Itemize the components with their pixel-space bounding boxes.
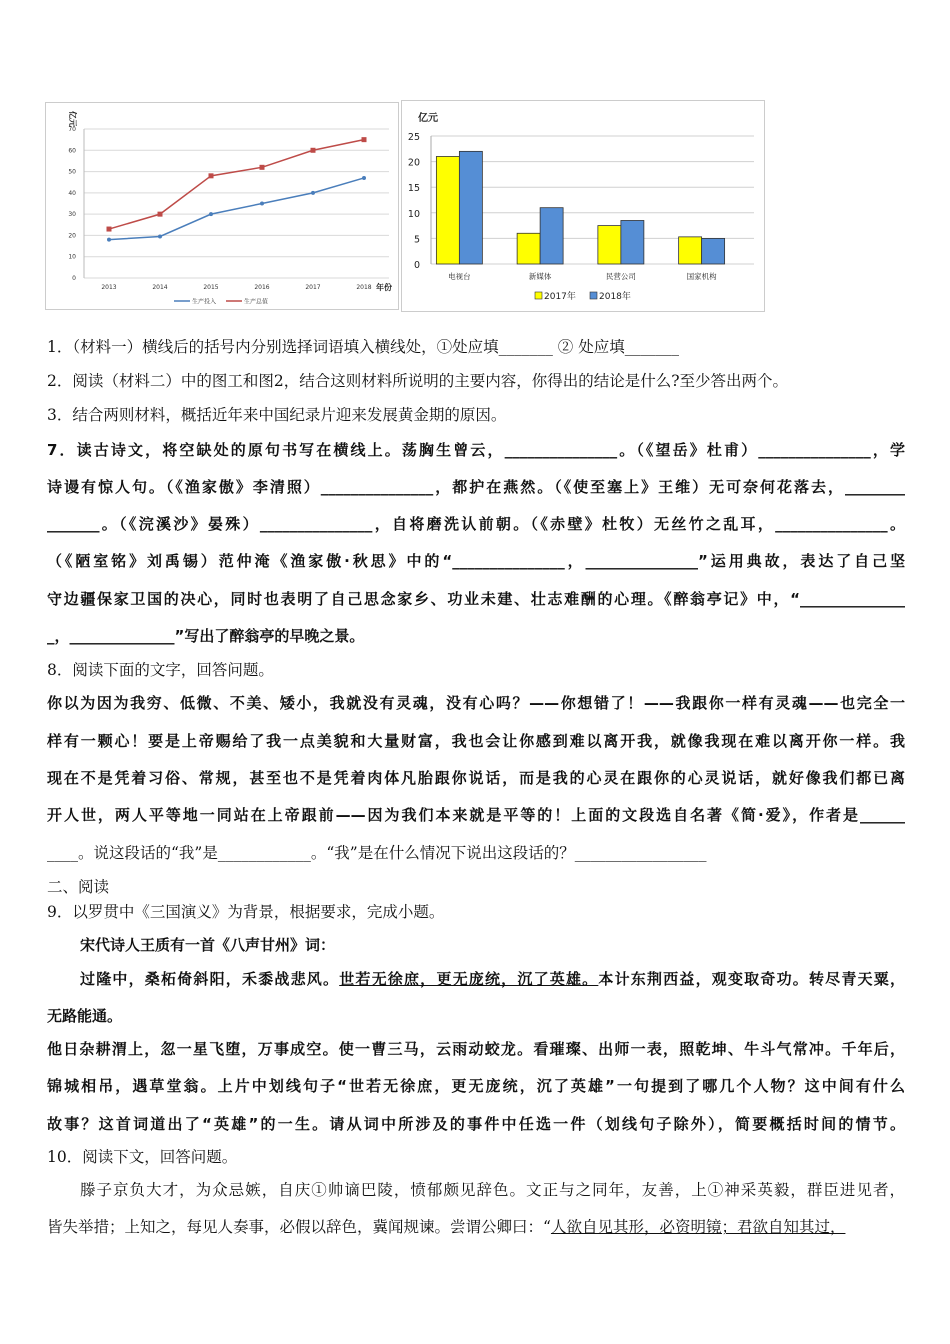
bar <box>621 220 644 264</box>
bar <box>702 238 725 264</box>
underlined-phrase: 人欲自见其形，必资明镜；君欲自知其过， <box>550 1218 846 1236</box>
y-tick-label: 5 <box>413 234 420 246</box>
x-tick-label: 电视台 <box>448 272 471 281</box>
text-segment: 他日杂耕渭上，忽一星飞堕，万事成空。使一曹三马，云雨动蛟龙。看璀璨、出师一表，照乾坤、牛斗气常冲。千年后， <box>47 1040 905 1058</box>
text-line <box>47 1039 905 1059</box>
y-tick-label: 70 <box>68 126 76 133</box>
x-tick-label: 2018 <box>356 284 372 291</box>
x-tick-label: 2016 <box>254 284 270 291</box>
text-line <box>47 626 905 646</box>
y-tick-label: 10 <box>407 208 420 220</box>
y-axis-label: 亿元 <box>68 111 77 127</box>
text-line <box>47 477 905 497</box>
text-segment: 锦城相吊，遇草堂翁。上片中划线句子“世若无徐庶，更无庞统，沉了英雄”一句提到了哪几个人物？这中间有什么 <box>47 1077 905 1095</box>
bar <box>459 151 482 264</box>
x-tick-label: 新媒体 <box>528 272 552 281</box>
bar <box>679 237 702 264</box>
text-segment: 3．结合两则材料，概括近年来中国纪录片迎来发展黄金期的原因。 <box>47 406 507 424</box>
y-axis-label: 亿元 <box>418 113 438 124</box>
text-segment: 二、阅读 <box>47 878 110 896</box>
text-line <box>47 1006 905 1026</box>
text-segment: 你以为因为我穷、低微、不美、矮小，我就没有灵魂，没有心吗？——你想错了！——我跟你一样有灵魂——也完全一 <box>47 694 905 712</box>
underlined-phrase: 世若无徐庶，更无庞统，沉了英雄。 <box>339 970 599 988</box>
text-line <box>47 1076 905 1096</box>
text-line <box>47 551 905 571</box>
y-tick-label: 60 <box>68 147 76 155</box>
text-segment: 样有一颗心！要是上帝赐给了我一点美貌和大量财富，我也会让你感到难以离开我，就像我现在难以离开你一样。我 <box>47 732 905 750</box>
bar <box>436 156 459 264</box>
y-tick-label: 50 <box>68 168 76 176</box>
x-tick-label: 2014 <box>152 284 168 291</box>
text-segment: 8．阅读下面的文字，回答问题。 <box>47 661 274 679</box>
bar <box>540 208 563 264</box>
y-tick-label: 0 <box>72 275 76 282</box>
text-line <box>47 514 905 534</box>
bar <box>517 233 540 264</box>
legend-label: 2017年 <box>544 292 576 302</box>
text-segment: 宋代诗人王质有一首《八声甘州》词： <box>80 936 336 954</box>
legend-swatch <box>590 292 597 299</box>
text-segment: 10．阅读下文，回答问题。 <box>47 1148 238 1166</box>
text-line <box>47 935 905 955</box>
x-tick-label: 2013 <box>101 284 117 291</box>
data-point <box>260 202 264 206</box>
y-tick-label: 25 <box>407 132 420 143</box>
text-line <box>47 902 905 922</box>
line-chart <box>45 102 399 310</box>
text-line <box>47 1114 905 1134</box>
text-segment: （《陋室铭》刘禹锡）范仲淹《渔家傲·秋思》中的“_______________，_______________”运用典故，表达了自己坚 <box>47 552 905 570</box>
data-point <box>107 238 111 242</box>
text-segment: 无路能通。 <box>47 1007 123 1025</box>
text-line <box>47 337 905 357</box>
y-tick-label: 10 <box>68 253 76 261</box>
text-segment: _______。（《浣溪沙》晏殊）_______________，自将磨洗认前朝。（《赤壁》杜牧）无丝竹之乱耳，_______________。 <box>47 515 905 533</box>
text-segment: 9．以罗贯中《三国演义》为背景，根据要求，完成小题。 <box>47 903 445 921</box>
text-line <box>47 805 905 825</box>
text-segment: 故事？这首词道出了“英雄”的一生。请从词中所涉及的事件中任选一件（划线句子除外），简要概括时间的情节。 <box>47 1115 905 1133</box>
text-line <box>47 1147 905 1167</box>
data-point <box>362 176 366 180</box>
legend-label: 生产总值 <box>244 298 269 306</box>
x-tick-label: 国家机构 <box>686 272 717 281</box>
text-segment: 过隆中，桑柘倚斜阳，禾黍战悲风。 <box>80 970 340 988</box>
text-segment: 2．阅读（材料二）中的图工和图2，结合这则材料所说明的主要内容，你得出的结论是什么?至少答出两个。 <box>47 372 789 390</box>
text-segment: 诗谩有惊人句。（《渔家傲》李清照）_______________，都护在燕然。（《使至塞上》王维）无可奈何花落去，________ <box>47 478 905 496</box>
legend-label: 生产投入 <box>192 298 217 306</box>
text-segment: 滕子京负大才，为众忌嫉，自庆①帅谪巴陵，愤郁颇见辞色。文正与之同年，友善，上①神采英毅，群臣进见者， <box>80 1181 905 1199</box>
data-point <box>311 191 315 195</box>
legend-swatch <box>535 292 542 299</box>
text-segment: ____。说这段话的“我”是____________。“我”是在什么情况下说出这段话的？_________________ <box>47 844 707 862</box>
series-line-0 <box>109 178 364 240</box>
data-point <box>209 173 214 178</box>
text-segment: 1．（材料一）横线后的括号内分别选择词语填入横线处，①处应填_______ ② 处应填_______ <box>47 338 679 356</box>
series-line-1 <box>109 140 364 229</box>
x-axis-label: 年份 <box>376 283 392 292</box>
text-line <box>47 405 905 425</box>
x-tick-label: 民营公司 <box>605 272 636 281</box>
text-line <box>47 1217 905 1237</box>
text-line <box>47 693 905 713</box>
data-point <box>311 148 316 153</box>
text-segment: 皆失举措；上知之，每见人奏事，必假以辞色，冀闻规谏。尝谓公卿曰：“ <box>47 1218 551 1236</box>
data-point <box>107 227 112 232</box>
legend-label: 2018年 <box>599 292 631 302</box>
text-line <box>47 660 905 680</box>
text-line <box>47 731 905 751</box>
y-tick-label: 0 <box>413 260 420 271</box>
text-line <box>47 371 905 391</box>
text-segment: 7．读古诗文，将空缺处的原句书写在横线上。荡胸生曾云，_______________。（《望岳》杜甫）_______________，学 <box>47 441 905 459</box>
data-point <box>209 212 213 216</box>
data-point <box>362 137 367 142</box>
y-tick-label: 40 <box>68 189 76 197</box>
data-point <box>260 165 265 170</box>
bar-chart <box>401 100 765 312</box>
data-point <box>158 234 162 238</box>
x-tick-label: 2017 <box>305 284 321 291</box>
text-line <box>47 969 905 989</box>
text-segment: _，______________”写出了醉翁亭的早晚之景。 <box>47 627 365 645</box>
x-tick-label: 2015 <box>203 284 219 291</box>
bar <box>598 226 621 264</box>
data-point <box>158 212 163 217</box>
text-line <box>47 1180 905 1200</box>
y-tick-label: 20 <box>68 232 76 240</box>
y-tick-label: 15 <box>407 183 420 195</box>
y-tick-label: 30 <box>68 211 76 219</box>
text-line <box>47 877 905 897</box>
y-tick-label: 20 <box>407 157 420 169</box>
text-segment: 守边疆保家卫国的决心，同时也表明了自己思念家乡、功业未建、壮志难酬的心理。《醉翁亭记》中，“______________ <box>47 590 905 608</box>
text-line <box>47 843 905 863</box>
text-line <box>47 768 905 788</box>
text-line <box>47 589 905 609</box>
text-line <box>47 440 905 460</box>
text-segment: 现在不是凭着习俗、常规，甚至也不是凭着肉体凡胎跟你说话，而是我的心灵在跟你的心灵说话，就好像我们都已离 <box>47 769 905 787</box>
text-segment: 本计东荆西益，观变取奇功。转尽青天粟， <box>598 970 905 988</box>
text-segment: 开人世，两人平等地一同站在上帝跟前——因为我们本来就是平等的！上面的文段选自名著《简·爱》，作者是______ <box>47 806 905 824</box>
